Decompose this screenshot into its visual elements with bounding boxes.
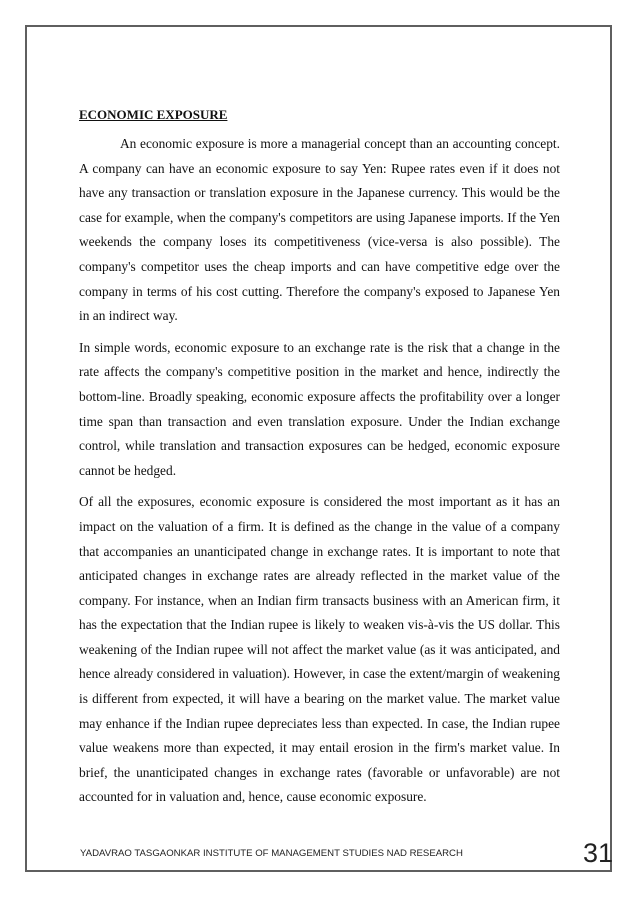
paragraph-3: Of all the exposures, economic exposure is considered the most important as it has an impact on the valuation of a firm. It is defined as the change in the value of a company that accompanies an unanticipated change in exchange rates. It is important to note that anticipated changes in exchange rates are already reflected in the market value of the company. For instance, when an Indian firm transacts business with an American firm, it has the expectation that the Indian rupee is likely to weaken vis-à-vis the US dollar. This weakening of the Indian rupee will not affect the market value (as it was anticipated, and hence already considered in valuation). However, in case the extent/margin of weakening is different from expected, it will have a bearing on the market value. The market value may enhance if the Indian rupee depreciates less than expected. In case, the Indian rupee value weakens more than expected, it may entail erosion in the firm's market value. In brief, the unanticipated changes in exchange rates (favorable or unfavorable) are not accounted for in valuation and, hence, cause economic exposure. xyxy=(79,494,560,805)
document-body xyxy=(79,102,560,817)
page-number: 31 xyxy=(583,838,614,868)
section-heading: ECONOMIC EXPOSURE xyxy=(79,107,228,122)
paragraph-1: An economic exposure is more a managerial concept than an accounting concept. A company can have an economic exposure to say Yen: Rupee rates even if it does not have any transaction or translation exposure in the Japanese currency. This would be the case for example, when the company's competitors are using Japanese imports. If the Yen weekends the company loses its competitiveness (vice-versa is also possible). The company's competitor uses the cheap imports and can have competitive edge over the company in terms of his cost cutting. Therefore the company's exposed to Japanese Yen in an indirect way. xyxy=(79,136,560,324)
footer-institute-name: YADAVRAO TASGAONKAR INSTITUTE OF MANAGEMENT STUDIES NAD RESEARCH xyxy=(80,848,463,859)
paragraph-2: In simple words, economic exposure to an exchange rate is the risk that a change in the rate affects the company's competitive position in the market and hence, indirectly the bottom-line. Broadly speaking, economic exposure affects the profitability over a longer time span than transaction and even translation exposure. Under the Indian exchange control, while translation and transaction exposures can be hedged, economic exposure cannot be hedged. xyxy=(79,339,560,478)
